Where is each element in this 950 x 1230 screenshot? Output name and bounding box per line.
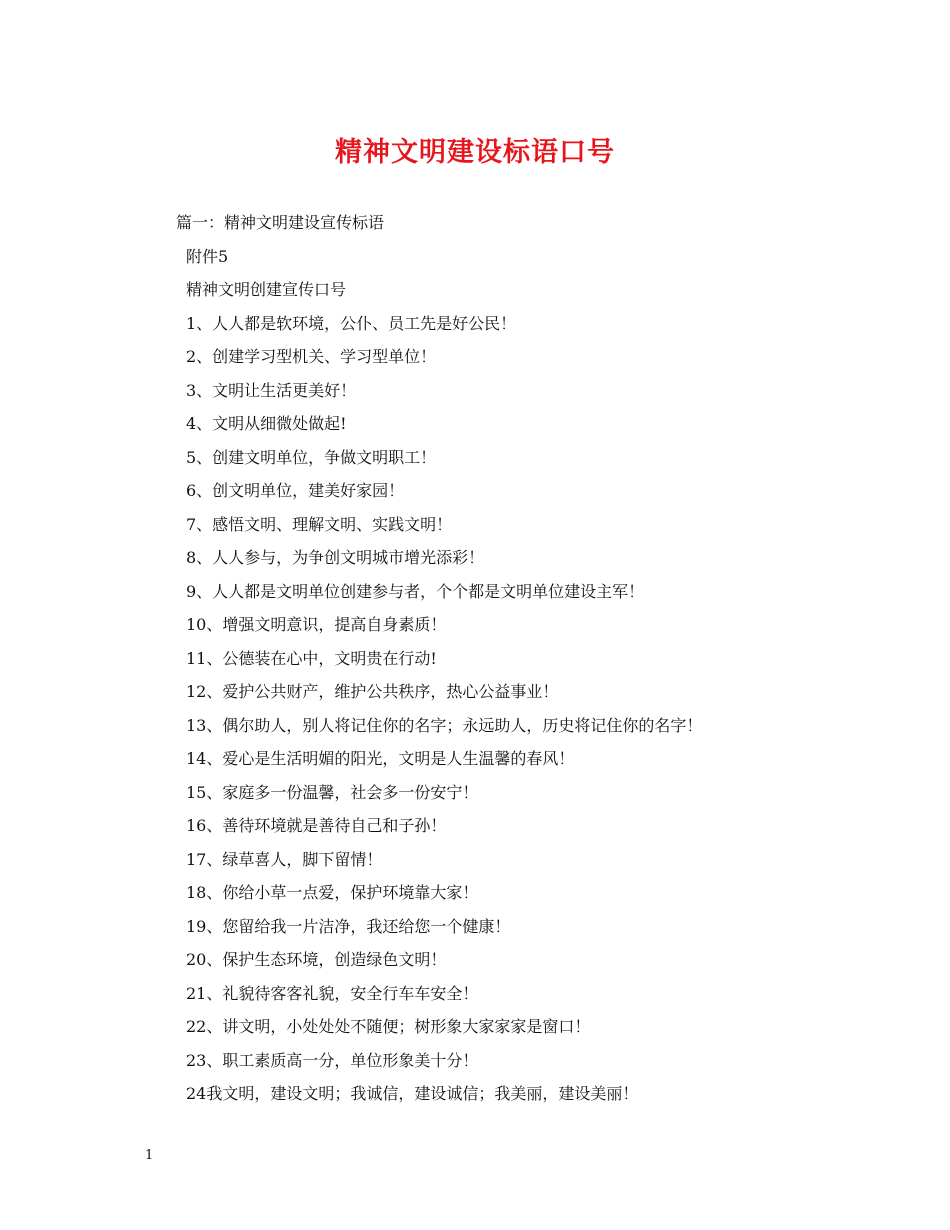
slogan-item: 13、偶尔助人，别人将记住你的名字；永远助人，历史将记住你的名字！ <box>186 715 703 735</box>
slogan-item: 23、职工素质高一分，单位形象美十分！ <box>186 1050 479 1070</box>
slogan-item: 15、家庭多一份温馨，社会多一份安宁！ <box>186 782 479 802</box>
attachment-label: 附件5 <box>186 246 229 266</box>
slogan-item: 18、你给小草一点爱，保护环境靠大家！ <box>186 883 479 902</box>
slogan-item: 10、增强文明意识，提高自身素质！ <box>186 615 447 634</box>
document-body <box>176 206 876 1111</box>
subheading: 精神文明创建宣传口号 <box>186 280 347 299</box>
slogan-item: 4、文明从细微处做起! <box>186 414 347 433</box>
slogan-item: 1、人人都是软环境，公仆、员工先是好公民！ <box>186 313 517 333</box>
slogan-item: 11、公德装在心中，文明贵在行动! <box>186 648 437 668</box>
slogan-item: 14、爱心是生活明媚的阳光，文明是人生温馨的春风！ <box>186 749 575 768</box>
page-number: 1 <box>145 1148 154 1163</box>
slogan-item: 19、您留给我一片洁净，我还给您一个健康！ <box>186 916 511 936</box>
slogan-item: 16、善待环境就是善待自己和子孙！ <box>186 816 447 835</box>
slogan-item: 12、爱护公共财产，维护公共秩序，热心公益事业！ <box>186 682 559 701</box>
section-heading: 篇一：精神文明建设宣传标语 <box>176 213 385 232</box>
slogan-item: 20、保护生态环境，创造绿色文明！ <box>186 950 447 969</box>
slogan-item: 3、文明让生活更美好！ <box>186 380 357 400</box>
slogan-item: 9、人人都是文明单位创建参与者，个个都是文明单位建设主军！ <box>186 581 645 601</box>
slogan-item: 22、讲文明，小处处处不随便；树形象大家家家是窗口！ <box>186 1017 591 1036</box>
slogan-item: 7、感悟文明、理解文明、实践文明！ <box>186 514 453 534</box>
document-title: 精神文明建设标语口号 <box>335 137 615 168</box>
slogan-item: 8、人人参与，为争创文明城市增光添彩！ <box>186 548 485 567</box>
slogan-item: 21、礼貌待客客礼貌，安全行车车安全！ <box>186 983 479 1003</box>
slogan-item: 17、绿草喜人，脚下留情！ <box>186 849 383 869</box>
slogan-list <box>176 307 876 1111</box>
slogan-item: 5、创建文明单位，争做文明职工！ <box>186 447 437 467</box>
slogan-item: 6、创文明单位，建美好家园！ <box>186 481 405 500</box>
slogan-item: 2、创建学习型机关、学习型单位！ <box>186 347 437 366</box>
slogan-item: 24我文明，建设文明；我诚信，建设诚信；我美丽，建设美丽！ <box>186 1084 639 1103</box>
